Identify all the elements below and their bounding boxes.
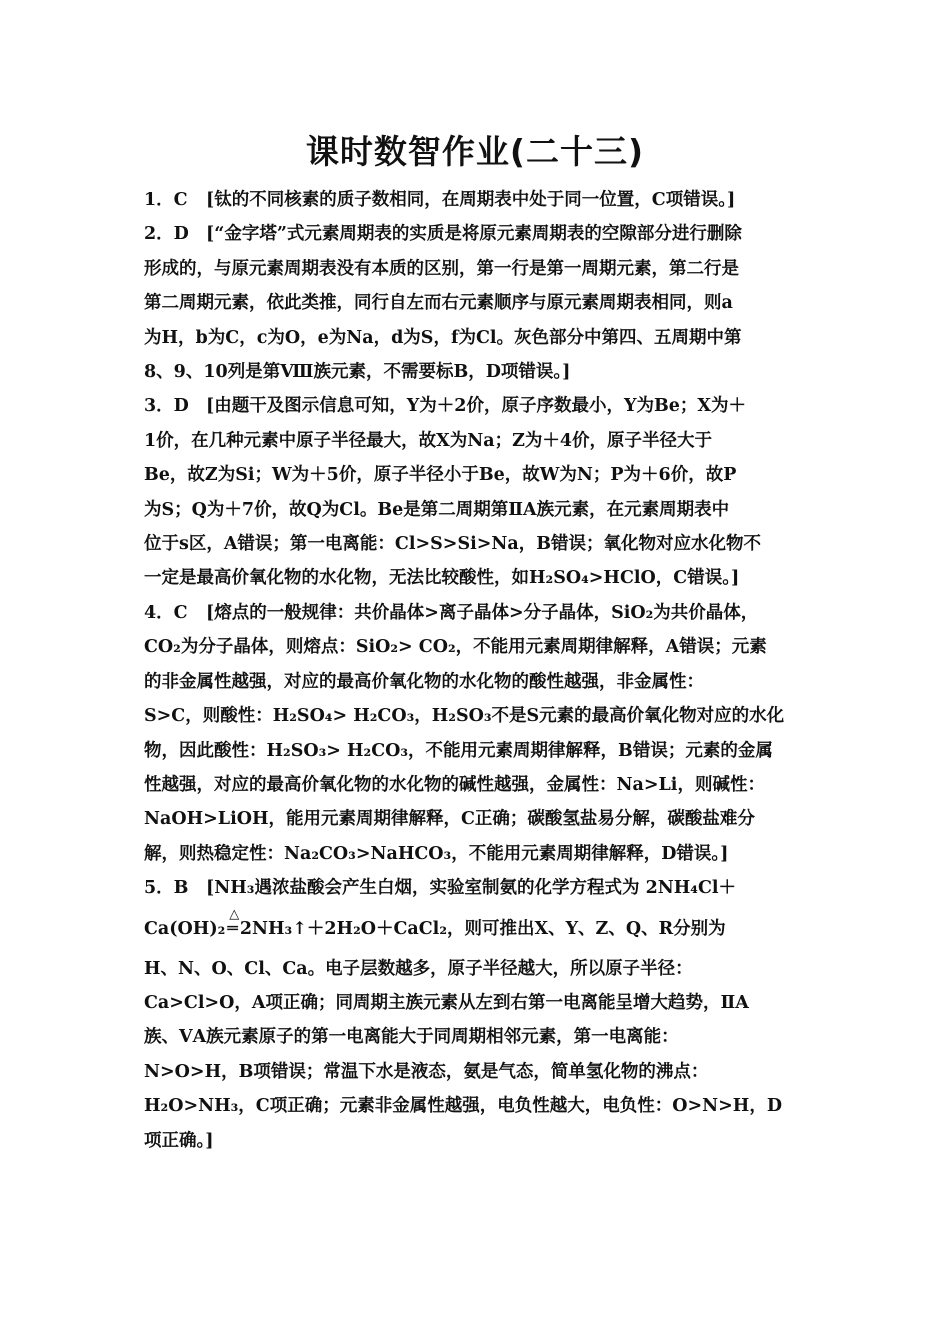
answer-text: [熔点的一般规律：共价晶体>离子晶体>分子晶体，SiO₂为共价晶体， (206, 602, 759, 623)
answer-number: 3．D (144, 396, 189, 417)
answer-2 (144, 217, 816, 389)
answer-text: [由题干及图示信息可知，Y为＋2价，原子序数最小，Y为Be；X为＋ (206, 396, 746, 417)
page-title: 课时数智作业(二十三) (305, 132, 645, 171)
answer-line: 族、ⅤA族元素原子的第一电离能大于同周期相邻元素，第一电离能： (144, 1027, 679, 1048)
answer-line: 项正确。] (144, 1130, 214, 1151)
answer-line (144, 596, 816, 630)
answer-number: 1．C (144, 190, 188, 210)
answer-body (144, 183, 816, 1158)
answer-5 (144, 871, 816, 1158)
answer-line: 一定是最高价氧化物的水化物，无法比较酸性，如H₂SO₄>HClO，C错误。] (144, 568, 740, 589)
answer-line: 为H，b为C，c为O，e为Na，d为S，f为Cl。灰色部分中第四、五周期中第 (144, 327, 742, 348)
answer-3 (144, 389, 816, 595)
answer-line: S>C，则酸性：H₂SO₄> H₂CO₃，H₂SO₃不是S元素的最高价氧化物对应的水化 (144, 706, 785, 727)
answer-1 (144, 183, 816, 217)
answer-line: 1价，在几种元素中原子半径最大，故X为Na；Z为＋4价，原子半径大于 (144, 430, 713, 451)
answer-line: 位于s区，A错误；第一电离能：Cl>S>Si>Na，B错误；氧化物对应水化物不 (144, 534, 762, 555)
answer-line: Be，故Z为Si；W为＋5价，原子半径小于Be，故W为N；P为＋6价，故P (144, 465, 737, 486)
answer-line: 第二周期元素，依此类推，同行自左而右元素顺序与原元素周期表相同，则a (144, 293, 733, 314)
answer-line: CO₂为分子晶体，则熔点：SiO₂> CO₂，不能用元素周期律解释，A错误；元素 (144, 637, 767, 658)
answer-line: 8、9、10列是第Ⅷ族元素，不需要标B，D项错误。] (144, 362, 571, 383)
heat-arrow: △ ═ (225, 906, 240, 952)
answer-line: NaOH>LiOH，能用元素周期律解释，C正确；碳酸氢盐易分解，碳酸盐难分 (144, 809, 755, 830)
answer-4 (144, 596, 816, 871)
answer-number: 5．B (144, 878, 189, 899)
answer-line: Ca>Cl>O，A项正确；同周期主族元素从左到右第一电离能呈增大趋势，ⅡA (144, 992, 749, 1013)
heat-triangle-icon: △ (229, 906, 240, 922)
answer-number: 4．C (144, 602, 188, 623)
equation-reactant: Ca(OH)₂ (144, 918, 226, 939)
equation-product: 2NH₃↑＋2H₂O＋CaCl₂，则可推出X、Y、Z、Q、R分别为 (239, 918, 726, 939)
answer-line: 的非金属性越强，对应的最高价氧化物的水化物的酸性越强，非金属性： (144, 671, 704, 692)
answer-line: N>O>H，B项错误；常温下水是液态，氨是气态，简单氢化物的沸点： (144, 1061, 709, 1082)
answer-line: 解，则热稳定性：Na₂CO₃>NaHCO₃，不能用元素周期律解释，D错误。] (144, 843, 729, 864)
answer-line: H₂O>NH₃，C项正确；元素非金属性越强，电负性越大，电负性：O>N>H，D (144, 1096, 783, 1117)
answer-line (144, 389, 816, 423)
answer-line (144, 217, 816, 251)
answer-line: 物，因此酸性：H₂SO₃> H₂CO₃，不能用元素周期律解释，B错误；元素的金属 (144, 740, 773, 761)
answer-line: H、N、O、Cl、Ca。电子层数越多，原子半径越大，所以原子半径： (144, 958, 693, 979)
answer-line: 为S；Q为＋7价，故Q为Cl。Be是第二周期第ⅡA族元素，在元素周期表中 (144, 499, 730, 520)
answer-line: 性越强，对应的最高价氧化物的水化物的碱性越强，金属性：Na>Li，则碱性： (144, 774, 765, 795)
answer-text: [钛的不同核素的质子数相同，在周期表中处于同一位置，C项错误。] (206, 190, 736, 210)
answer-text: [NH₃遇浓盐酸会产生白烟，实验室制氨的化学方程式为 2NH₄Cl＋ (206, 878, 737, 899)
answer-line (144, 183, 816, 217)
answer-number: 2．D (144, 224, 189, 245)
answer-text: [“金字塔”式元素周期表的实质是将原元素周期表的空隙部分进行删除 (206, 224, 742, 245)
answer-line: 形成的，与原元素周期表没有本质的区别，第一行是第一周期元素，第二行是 (144, 258, 739, 279)
answer-line-equation (144, 906, 816, 952)
answer-line (144, 871, 816, 905)
